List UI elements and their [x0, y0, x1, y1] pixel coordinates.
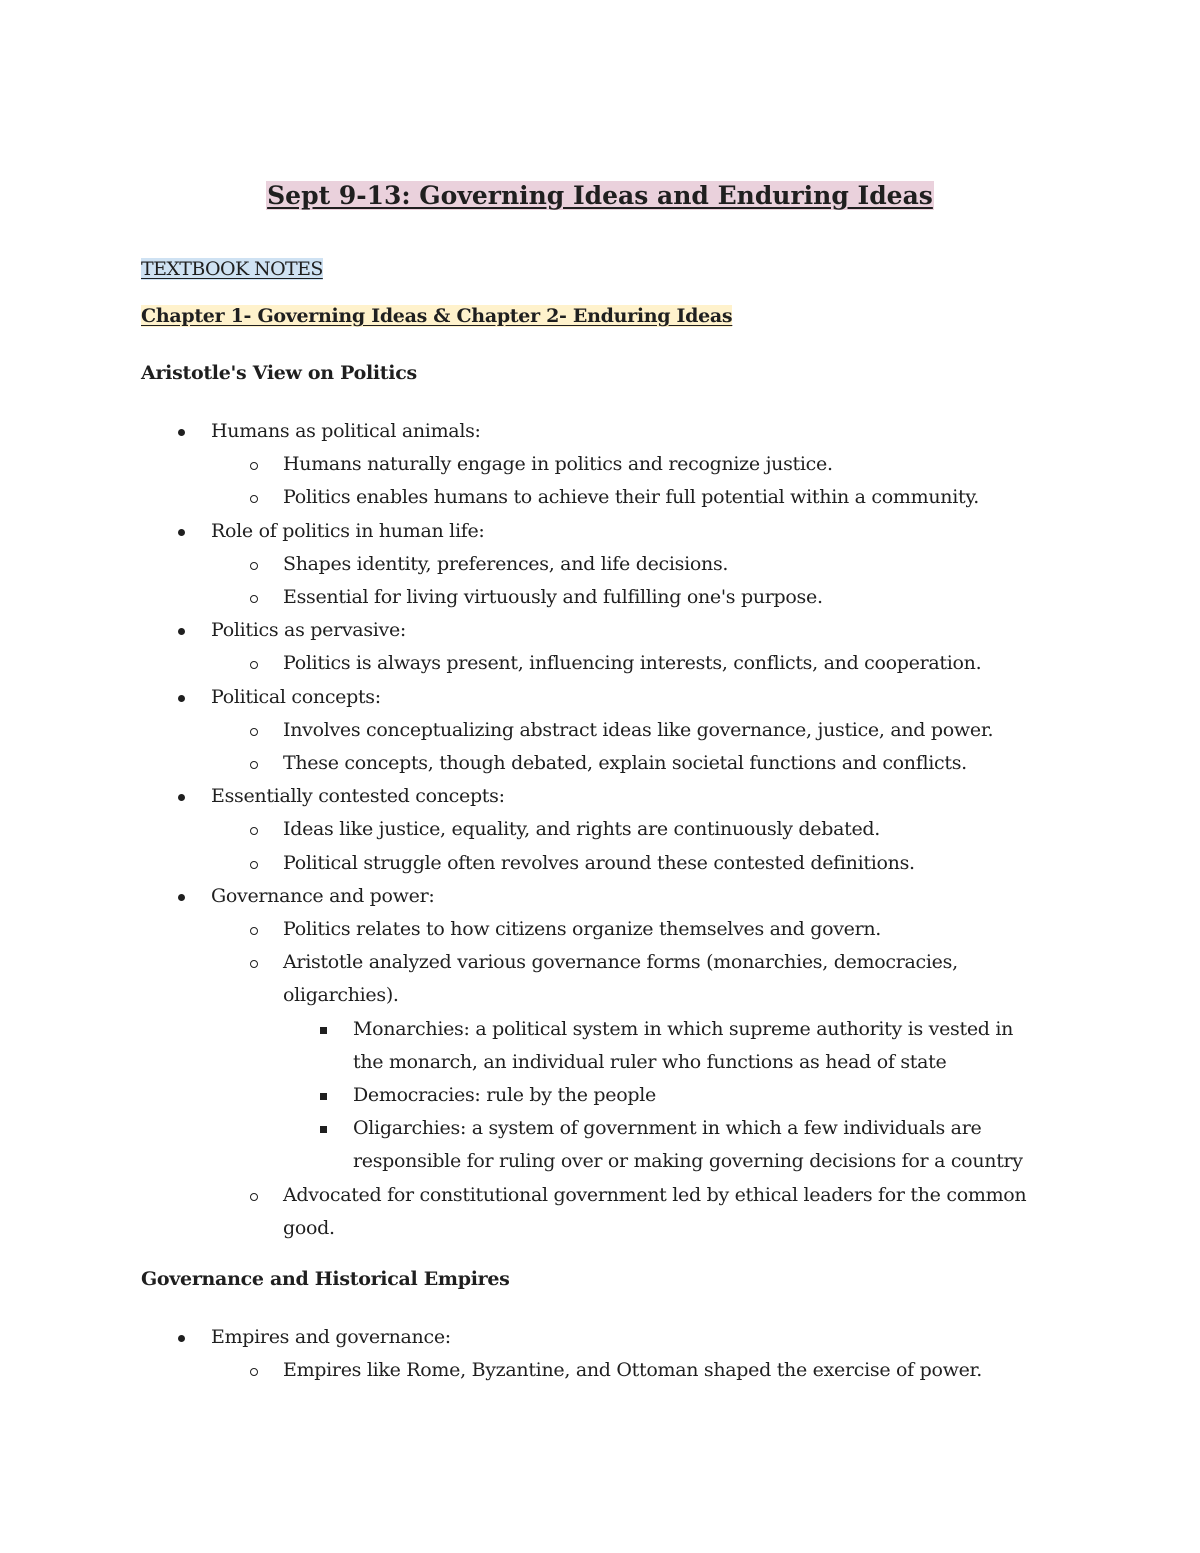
list-item-continuation: good.	[283, 1216, 335, 1239]
list-item: Oligarchies: a system of government in which a few individuals are	[353, 1117, 982, 1140]
list-item: Governance and power:	[211, 884, 435, 907]
chapter-heading	[141, 305, 732, 327]
list-item: Essentially contested concepts:	[211, 785, 505, 808]
chapter-heading-text: Chapter 1- Governing Ideas & Chapter 2- Enduring Ideas	[141, 305, 733, 327]
list-item: Humans as political animals:	[211, 420, 481, 442]
page-title-text: Sept 9-13: Governing Ideas and Enduring Ideas	[267, 181, 933, 210]
list-item-continuation: oligarchies).	[283, 984, 399, 1007]
list-item: Politics as pervasive:	[211, 619, 407, 642]
bullet-circle-icon	[250, 861, 258, 869]
list-item: Politics enables humans to achieve their full potential within a community.	[283, 486, 979, 509]
list-item: Political struggle often revolves around these contested definitions.	[283, 851, 915, 874]
list-item: Democracies: rule by the people	[353, 1084, 656, 1106]
bullet-circle-icon	[250, 495, 258, 503]
bullet-disc-icon	[178, 628, 185, 635]
bullet-disc-icon	[178, 794, 185, 801]
list-item: Politics relates to how citizens organize themselves and govern.	[283, 918, 882, 940]
bullet-square-icon	[320, 1126, 327, 1133]
bullet-circle-icon	[250, 927, 258, 935]
list-item-continuation: the monarch, an individual ruler who functions as head of state	[353, 1050, 947, 1073]
list-item: Ideas like justice, equality, and rights are continuously debated.	[283, 818, 880, 841]
textbook-notes-text: TEXTBOOK NOTES	[141, 258, 323, 280]
list-item: Shapes identity, preferences, and life decisions.	[283, 552, 729, 575]
bullet-circle-icon	[250, 827, 258, 835]
list-item: Empires like Rome, Byzantine, and Ottoman shaped the exercise of power.	[283, 1359, 982, 1382]
list-item: Politics is always present, influencing interests, conflicts, and cooperation.	[283, 652, 982, 675]
list-item: Aristotle analyzed various governance forms (monarchies, democracies,	[283, 951, 958, 974]
bullet-square-icon	[320, 1027, 327, 1034]
list-item: Empires and governance:	[211, 1326, 451, 1348]
list-item: Political concepts:	[211, 685, 381, 708]
bullet-circle-icon	[250, 1368, 258, 1376]
bullet-square-icon	[320, 1093, 327, 1100]
bullet-circle-icon	[250, 462, 258, 470]
bullet-disc-icon	[178, 429, 185, 436]
bullet-circle-icon	[250, 761, 258, 769]
list-item: Humans naturally engage in politics and recognize justice.	[283, 453, 833, 476]
section-heading: Aristotle's View on Politics	[141, 362, 417, 384]
list-item-continuation: responsible for ruling over or making governing decisions for a country	[353, 1150, 1023, 1173]
list-item: Advocated for constitutional government led by ethical leaders for the common	[283, 1183, 1027, 1206]
list-item: Involves conceptualizing abstract ideas like governance, justice, and power.	[283, 718, 994, 741]
bullet-disc-icon	[178, 1335, 185, 1342]
bullet-disc-icon	[178, 695, 185, 702]
bullet-circle-icon	[250, 728, 258, 736]
bullet-circle-icon	[250, 960, 258, 968]
textbook-notes-label	[141, 258, 323, 280]
section-heading: Governance and Historical Empires	[141, 1268, 510, 1290]
bullet-circle-icon	[250, 661, 258, 669]
bullet-disc-icon	[178, 894, 185, 901]
bullet-circle-icon	[250, 1193, 258, 1201]
list-item: Essential for living virtuously and fulfilling one's purpose.	[283, 586, 823, 608]
list-item: Role of politics in human life:	[211, 519, 485, 542]
bullet-circle-icon	[250, 595, 258, 603]
bullet-circle-icon	[250, 562, 258, 570]
page-title	[0, 181, 1200, 210]
list-item: These concepts, though debated, explain societal functions and conflicts.	[283, 752, 967, 774]
list-item: Monarchies: a political system in which supreme authority is vested in	[353, 1017, 1014, 1040]
bullet-disc-icon	[178, 529, 185, 536]
